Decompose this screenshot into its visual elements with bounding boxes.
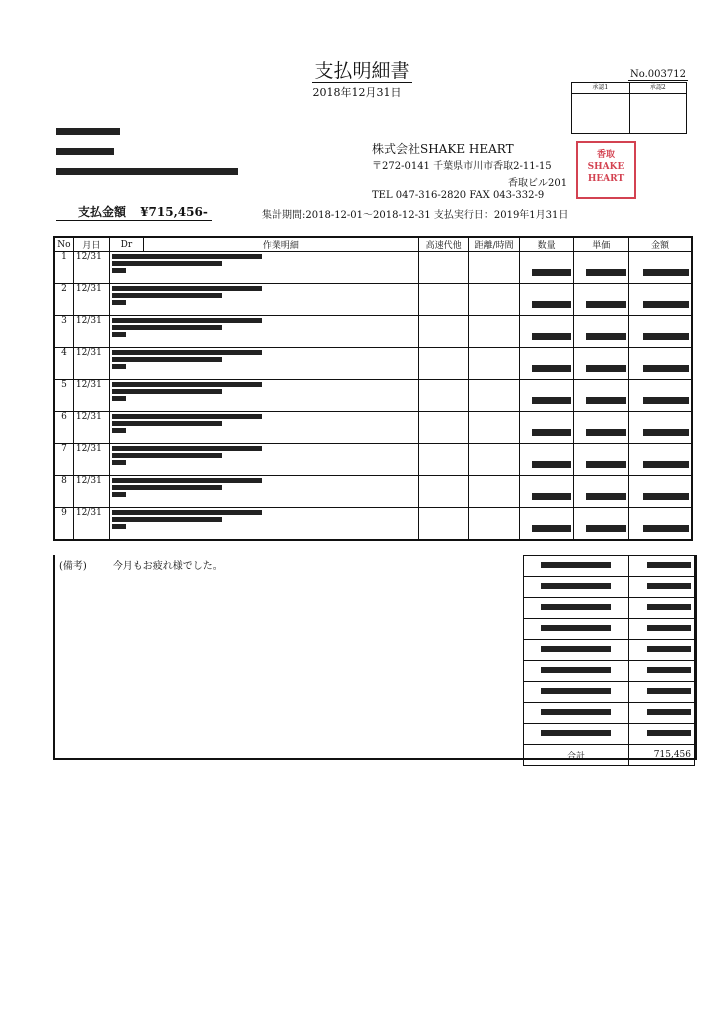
summary-value-redacted — [629, 640, 695, 661]
row-no: 2 — [54, 284, 73, 316]
remarks — [59, 557, 223, 572]
col-driver: Dr — [109, 237, 143, 252]
summary-row-redacted — [524, 703, 695, 724]
summary-row-redacted — [524, 577, 695, 598]
summary-row-redacted — [524, 640, 695, 661]
row-distance — [469, 284, 519, 316]
row-date: 12/31 — [73, 380, 109, 412]
summary-value-redacted — [629, 703, 695, 724]
row-work-detail-redacted — [109, 444, 418, 476]
row-unit-price-redacted — [574, 284, 629, 316]
summary-value-redacted — [629, 682, 695, 703]
summary-table — [523, 555, 695, 766]
summary-row-redacted — [524, 598, 695, 619]
row-work-detail-redacted — [109, 348, 418, 380]
row-date: 12/31 — [73, 252, 109, 284]
row-quantity-redacted — [519, 412, 574, 444]
row-distance — [469, 508, 519, 541]
summary-total-row — [524, 745, 695, 766]
row-date: 12/31 — [73, 476, 109, 508]
summary-value-redacted — [629, 724, 695, 745]
summary-label-redacted — [524, 703, 629, 724]
issuer-tel-fax: TEL 047-316-2820 FAX 043-332-9 — [372, 190, 545, 201]
approval-2-label: 承認2 — [630, 83, 687, 94]
row-quantity-redacted — [519, 476, 574, 508]
row-unit-price-redacted — [574, 348, 629, 380]
table-row — [54, 348, 692, 380]
row-amount-redacted — [629, 316, 692, 348]
row-toll — [418, 316, 468, 348]
row-amount-redacted — [629, 508, 692, 541]
payment-amount-label: 支払金額 — [78, 205, 127, 219]
row-amount-redacted — [629, 252, 692, 284]
col-quantity: 数量 — [519, 237, 574, 252]
summary-total-value: 715,456 — [629, 745, 695, 766]
document-number: No.003712 — [630, 69, 686, 80]
row-toll — [418, 476, 468, 508]
remarks-and-summary — [53, 555, 697, 760]
summary-label-redacted — [524, 556, 629, 577]
row-work-detail-redacted — [109, 508, 418, 541]
table-row — [54, 412, 692, 444]
row-quantity-redacted — [519, 284, 574, 316]
row-no: 9 — [54, 508, 73, 541]
company-seal: 香取 SHAKE HEART — [576, 141, 636, 199]
row-date: 12/31 — [73, 508, 109, 541]
row-no: 5 — [54, 380, 73, 412]
row-unit-price-redacted — [574, 476, 629, 508]
table-row — [54, 444, 692, 476]
summary-label-redacted — [524, 619, 629, 640]
remarks-label: (備考) — [59, 561, 87, 572]
row-distance — [469, 316, 519, 348]
col-distance: 距離/時間 — [469, 237, 519, 252]
payment-period: 集計期間:2018-12-01～2018-12-31 支払実行日：2019年1月31日 — [262, 210, 569, 221]
approval-stamp-boxes — [571, 82, 687, 134]
row-no: 4 — [54, 348, 73, 380]
row-date: 12/31 — [73, 348, 109, 380]
row-work-detail-redacted — [109, 316, 418, 348]
row-unit-price-redacted — [574, 252, 629, 284]
row-amount-redacted — [629, 444, 692, 476]
summary-label-redacted — [524, 682, 629, 703]
row-quantity-redacted — [519, 252, 574, 284]
summary-label-redacted — [524, 577, 629, 598]
row-distance — [469, 252, 519, 284]
issuer-company: 株式会社SHAKE HEART — [372, 142, 514, 156]
summary-row-redacted — [524, 682, 695, 703]
row-no: 8 — [54, 476, 73, 508]
summary-row-redacted — [524, 556, 695, 577]
row-unit-price-redacted — [574, 316, 629, 348]
row-no: 1 — [54, 252, 73, 284]
customer-block-redacted — [56, 127, 238, 187]
row-toll — [418, 284, 468, 316]
col-unit-price: 単価 — [574, 237, 629, 252]
col-work-detail: 作業明細 — [143, 237, 418, 252]
row-unit-price-redacted — [574, 412, 629, 444]
summary-row-redacted — [524, 619, 695, 640]
summary-row-redacted — [524, 724, 695, 745]
col-no: No — [54, 237, 73, 252]
row-distance — [469, 348, 519, 380]
issuer-address-line1: 〒272-0141 千葉県市川市香取2-11-15 — [372, 161, 552, 172]
col-amount: 金額 — [629, 237, 692, 252]
payment-amount — [56, 203, 212, 221]
table-header-row — [54, 237, 692, 252]
row-toll — [418, 348, 468, 380]
summary-value-redacted — [629, 556, 695, 577]
row-amount-redacted — [629, 284, 692, 316]
summary-value-redacted — [629, 619, 695, 640]
issue-date: 2018年12月31日 — [312, 86, 402, 99]
remarks-text: 今月もお疲れ様でした。 — [112, 561, 223, 572]
col-toll: 高速代他 — [418, 237, 468, 252]
row-quantity-redacted — [519, 316, 574, 348]
approval-1-label: 承認1 — [572, 83, 629, 94]
row-no: 7 — [54, 444, 73, 476]
row-distance — [469, 444, 519, 476]
table-row — [54, 508, 692, 541]
work-detail-table — [53, 236, 693, 541]
row-unit-price-redacted — [574, 444, 629, 476]
row-work-detail-redacted — [109, 380, 418, 412]
row-work-detail-redacted — [109, 252, 418, 284]
row-quantity-redacted — [519, 380, 574, 412]
document-title: 支払明細書 — [314, 60, 410, 82]
summary-value-redacted — [629, 598, 695, 619]
row-no: 3 — [54, 316, 73, 348]
row-distance — [469, 412, 519, 444]
row-no: 6 — [54, 412, 73, 444]
summary-value-redacted — [629, 577, 695, 598]
col-date: 月日 — [73, 237, 109, 252]
table-row — [54, 380, 692, 412]
row-quantity-redacted — [519, 508, 574, 541]
row-amount-redacted — [629, 476, 692, 508]
row-distance — [469, 476, 519, 508]
row-date: 12/31 — [73, 412, 109, 444]
table-row — [54, 316, 692, 348]
table-row — [54, 476, 692, 508]
row-date: 12/31 — [73, 444, 109, 476]
row-amount-redacted — [629, 412, 692, 444]
summary-label-redacted — [524, 640, 629, 661]
row-toll — [418, 412, 468, 444]
row-date: 12/31 — [73, 284, 109, 316]
row-amount-redacted — [629, 380, 692, 412]
table-row — [54, 284, 692, 316]
row-toll — [418, 508, 468, 541]
row-quantity-redacted — [519, 348, 574, 380]
summary-label-redacted — [524, 724, 629, 745]
row-unit-price-redacted — [574, 380, 629, 412]
row-date: 12/31 — [73, 316, 109, 348]
row-toll — [418, 380, 468, 412]
summary-total-label: 合計 — [524, 745, 629, 766]
row-work-detail-redacted — [109, 476, 418, 508]
row-quantity-redacted — [519, 444, 574, 476]
summary-label-redacted — [524, 598, 629, 619]
row-unit-price-redacted — [574, 508, 629, 541]
summary-row-redacted — [524, 661, 695, 682]
row-toll — [418, 444, 468, 476]
table-row — [54, 252, 692, 284]
row-work-detail-redacted — [109, 412, 418, 444]
summary-value-redacted — [629, 661, 695, 682]
payment-amount-value: ¥715,456- — [140, 205, 208, 219]
row-toll — [418, 252, 468, 284]
summary-label-redacted — [524, 661, 629, 682]
issuer-address-line2: 香取ビル201 — [508, 178, 568, 189]
row-amount-redacted — [629, 348, 692, 380]
row-work-detail-redacted — [109, 284, 418, 316]
row-distance — [469, 380, 519, 412]
